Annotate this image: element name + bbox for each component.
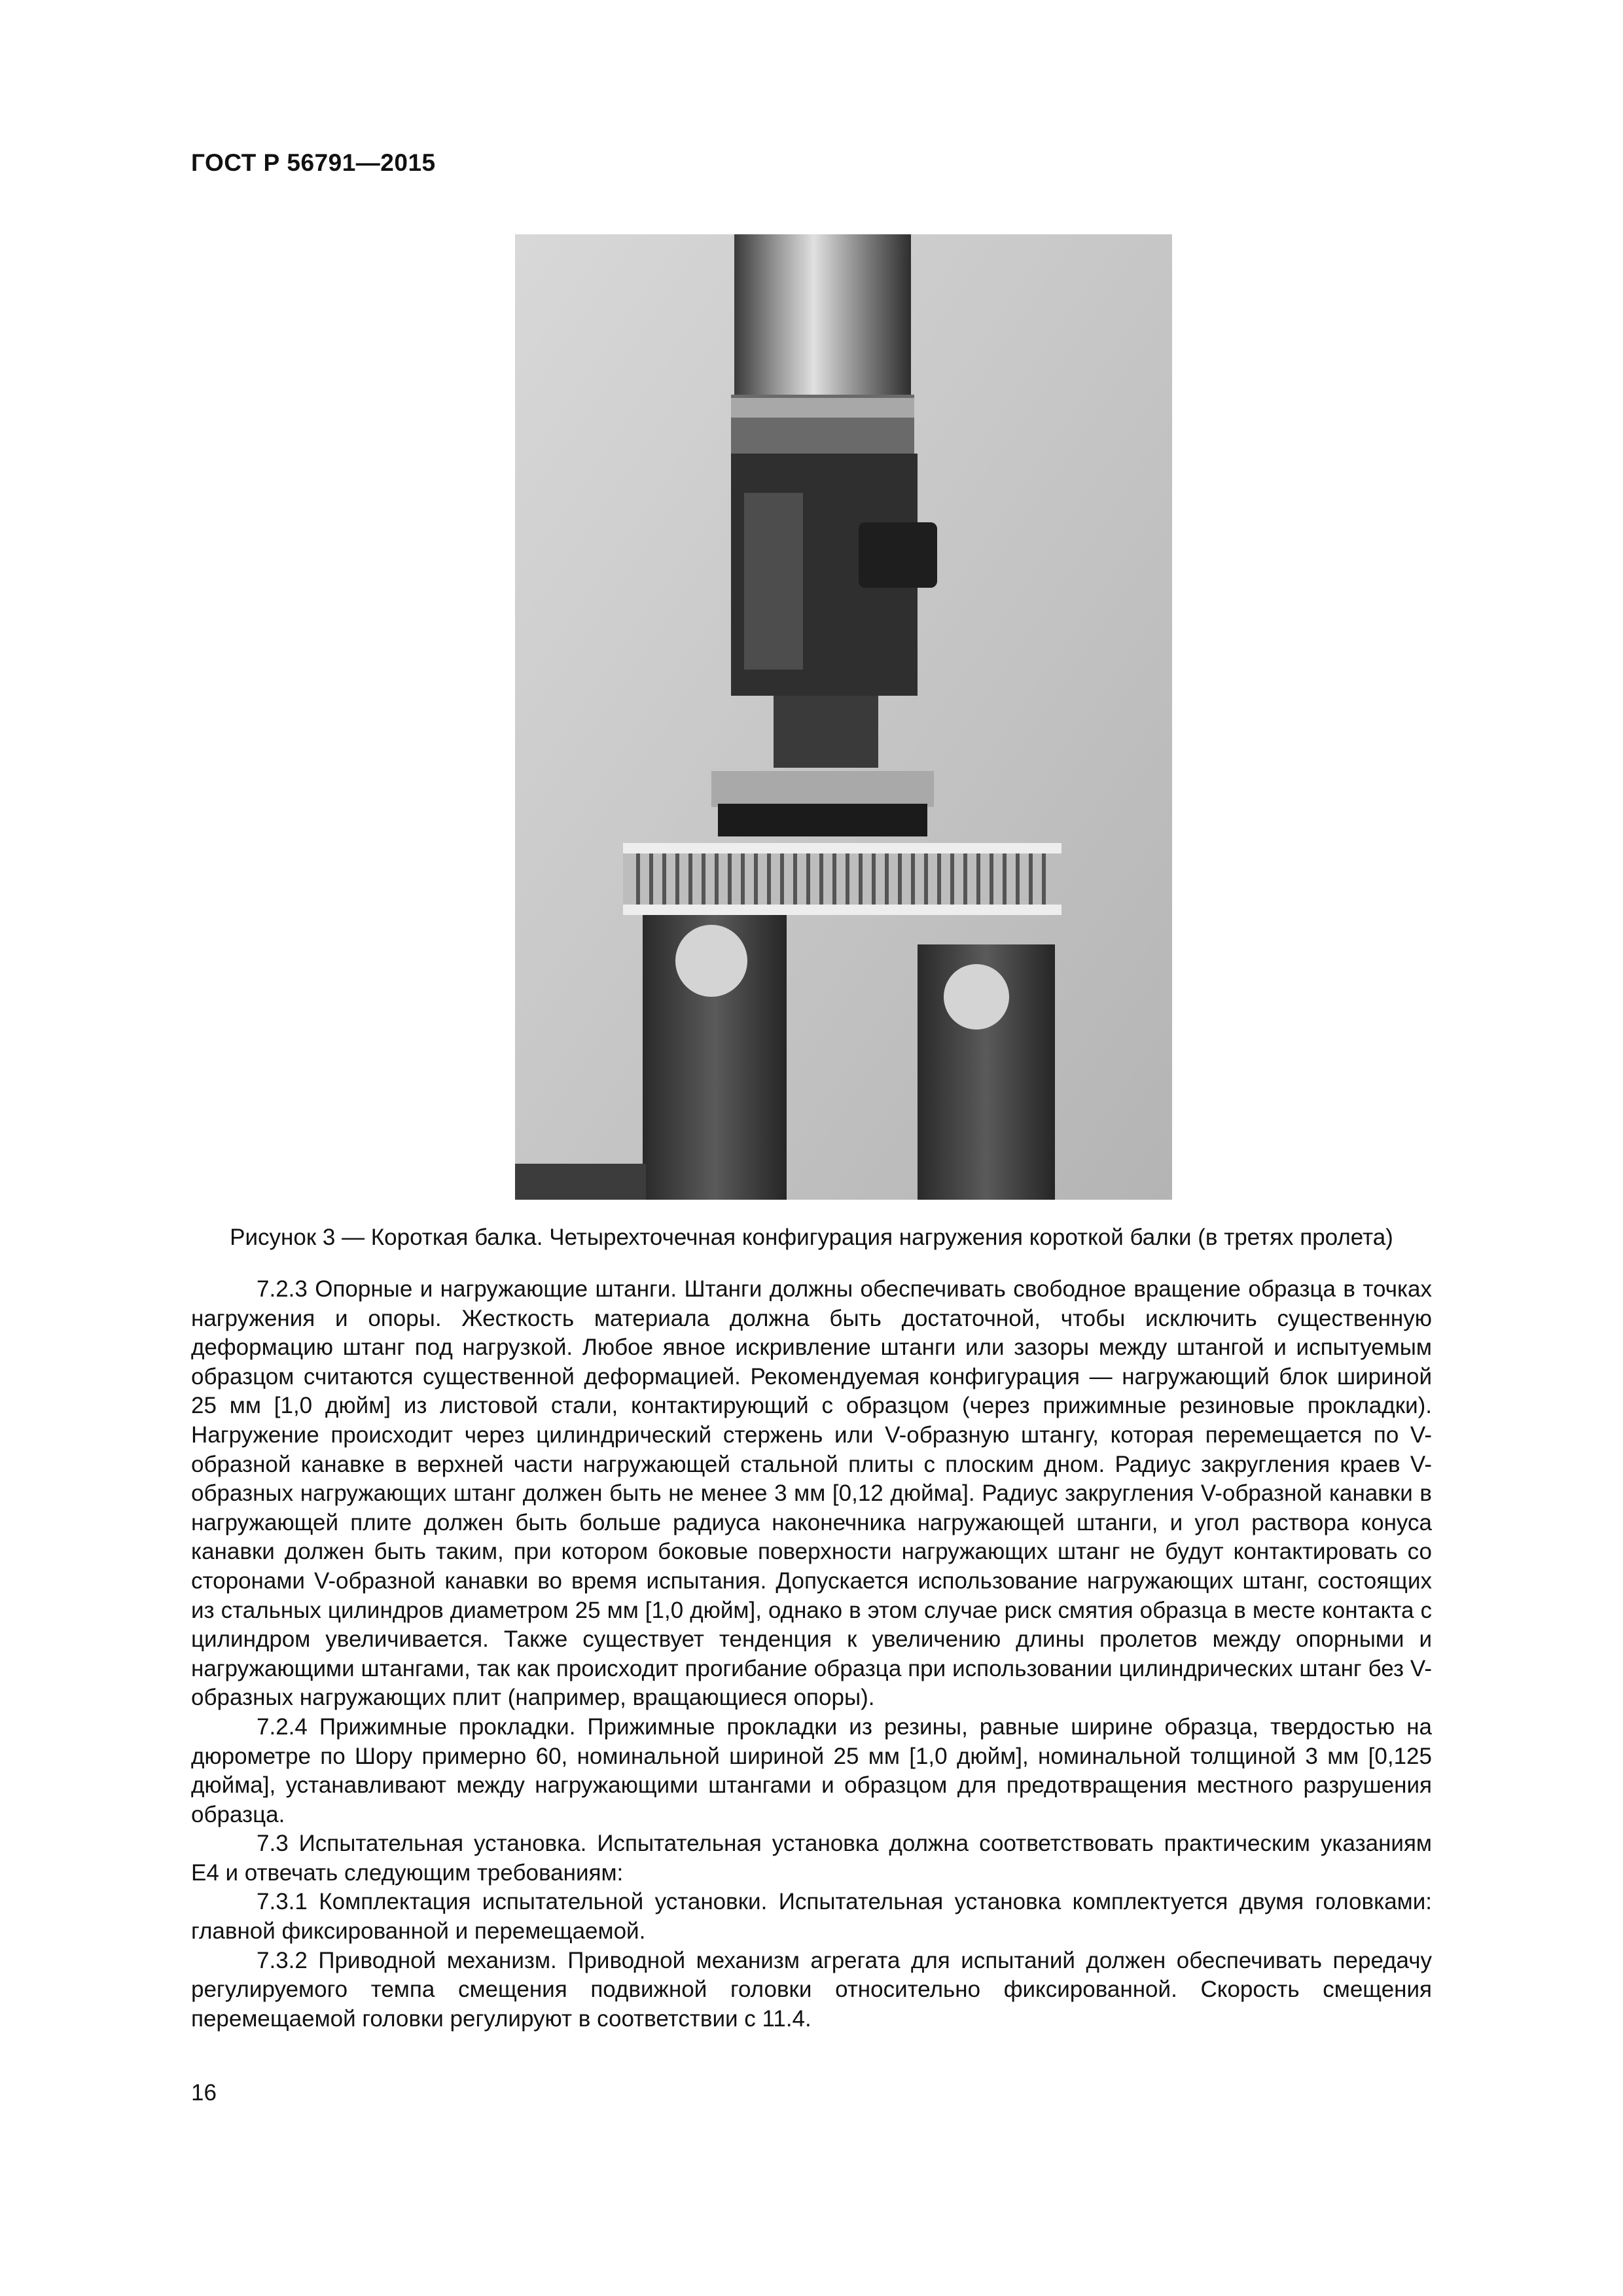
body-text [191, 1275, 1432, 2034]
document-header: ГОСТ Р 56791—2015 [191, 149, 436, 176]
page-number: 16 [191, 2080, 217, 2106]
paragraph-7-2-4: 7.2.4 Прижимные прокладки. Прижимные прокладки из резины, равные ширине образца, твердостью на дюрометре по Шору примерно 60, номинальной шириной 25 мм [1,0 дюйм], номинальной толщиной 3 мм [0,125 дюйма], устанавливают между нагружающими штангами и образцом для предотвращения местного разрушения образца. [191, 1713, 1432, 1827]
figure-photo [515, 234, 1172, 1200]
paragraph-7-3-1: 7.3.1 Комплектация испытательной установки. Испытательная установка комплектуется двумя головками: главной фиксированной и перемещаемой. [191, 1889, 1432, 1945]
paragraph-7-3-2: 7.3.2 Приводной механизм. Приводной механизм агрегата для испытаний должен обеспечивать передачу регулируемого темпа смещения подвижной головки относительно фиксированной. Скорость смещения перемещаемой головки регулируют в соответствии с 11.4. [191, 1947, 1432, 2032]
paragraph-7-3: 7.3 Испытательная установка. Испытательная установка должна соответствовать практическим указаниям Е4 и отвечать следующим требованиям: [191, 1831, 1432, 1886]
paragraph-7-2-3: 7.2.3 Опорные и нагружающие штанги. Штанги должны обеспечивать свободное вращение образца в точках нагружения и опоры. Жесткость материала должна быть достаточной, чтобы исключить существенную деформацию штанг под нагрузкой. Любое явное искривление штанги или зазоры между штангой и испытуемым образцом считаются существенной деформацией. Рекомендуемая конфигурация — нагружающий блок шириной 25 мм [1,0 дюйм] из листовой стали, контактирующий с образцом (через прижимные резиновые прокладки). Нагружение происходит через цилиндрический стержень или V-образную штангу, которая перемещается по V-образной канавке в верхней части нагружающей стальной плиты с плоским дном. Радиус закругления краев V-образных нагружающих штанг должен быть не менее 3 мм [0,12 дюйма]. Радиус закругления V-образной канавки в нагружающей плите должен быть больше радиуса наконечника нагружающей штанги, и угол раствора конуса канавки должен быть таким, при котором боковые поверхности нагружающих штанг не будут контактировать со сторонами V-образной канавки во время испытания. Допускается использование нагружающих штанг, состоящих из стальных цилиндров диаметром 25 мм [1,0 дюйм], однако в этом случае риск смятия образца в месте контакта с цилиндром увеличивается. Также существует тенденция к увеличению длины пролетов между опорными и нагружающими штангами, так как происходит прогибание образца при использовании цилиндрических штанг без V-образных нагружающих плит (например, вращающиеся опоры). [191, 1276, 1432, 1711]
figure-caption: Рисунок 3 — Короткая балка. Четырехточечная конфигурация нагружения короткой балки (в третях пролета) [230, 1225, 1393, 1250]
